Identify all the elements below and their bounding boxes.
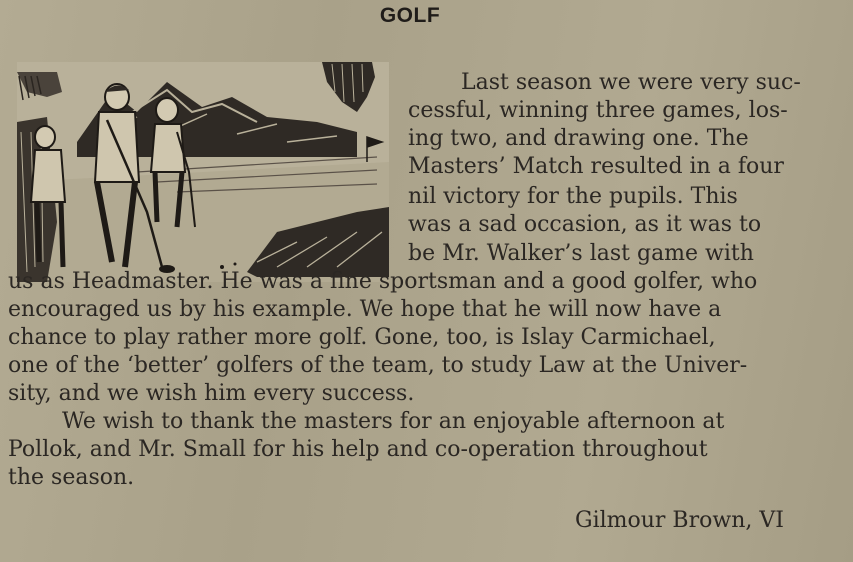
text-line: one of the ‘better’ golfers of the team, to study Law at the Univer- (8, 353, 748, 378)
text-line: chance to play rather more golf. Gone, too, is Islay Carmichael, (8, 325, 716, 350)
golfers-woodcut-illustration (17, 62, 389, 282)
text-line: be Mr. Walker’s last game with (408, 241, 754, 266)
text-line: sity, and we wish him every success. (8, 381, 415, 406)
text-line: encouraged us by his example. We hope that he will now have a (8, 297, 722, 322)
text-line: was a sad occasion, as it was to (408, 212, 762, 237)
article-title: GOLF (379, 4, 441, 27)
text-line: the season. (8, 465, 135, 490)
text-line: nil victory for the pupils. This (408, 184, 738, 209)
text-line: us as Headmaster. He was a fine sportsman and a good golfer, who (8, 269, 758, 294)
text-line: We wish to thank the masters for an enjoyable afternoon at (62, 409, 725, 434)
text-line: Masters’ Match resulted in a four (408, 154, 784, 179)
text-line: Pollok, and Mr. Small for his help and co-operation throughout (8, 437, 708, 462)
text-line: ing two, and drawing one. The (408, 126, 749, 151)
text-line: Last season we were very suc- (461, 70, 801, 95)
text-line: cessful, winning three games, los- (408, 98, 788, 123)
signature: Gilmour Brown, VI (575, 508, 784, 533)
